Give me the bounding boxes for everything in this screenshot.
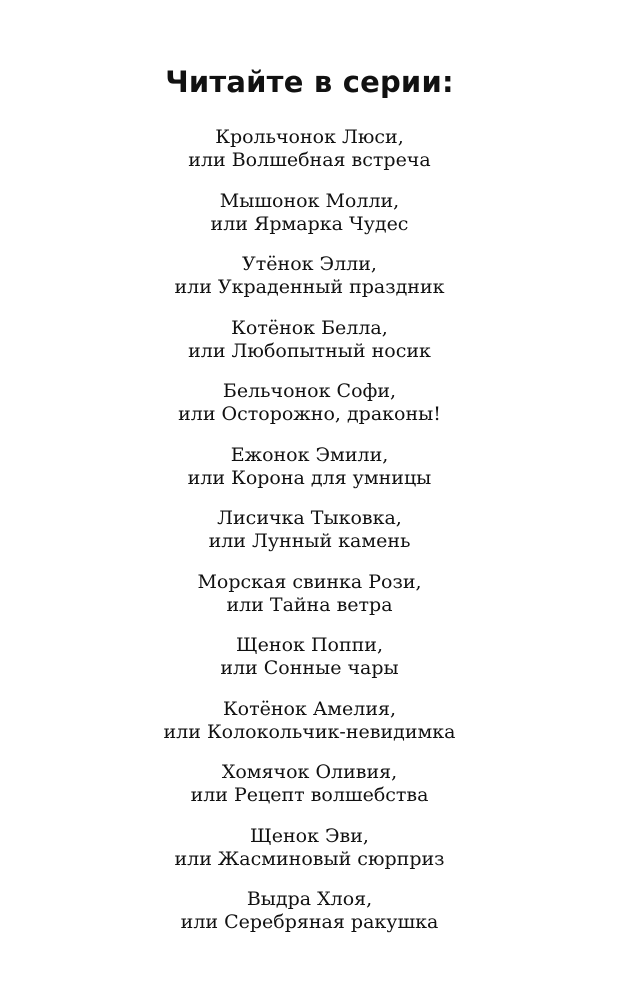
book-name: Котёнок Белла, xyxy=(231,316,388,339)
book-name: Морская свинка Рози, xyxy=(197,570,422,593)
book-item xyxy=(0,634,619,698)
book-subtitle: или Украденный праздник xyxy=(174,276,445,298)
book-name: Хомячок Оливия, xyxy=(221,761,398,783)
book-subtitle: или Лунный камень xyxy=(208,530,411,552)
book-subtitle: или Серебряная ракушка xyxy=(180,911,439,933)
book-name: Щенок Эви, xyxy=(250,824,369,847)
book-name: Выдра Хлоя, xyxy=(246,888,373,910)
book-item xyxy=(0,888,619,952)
book-item xyxy=(0,761,619,825)
book-item xyxy=(0,698,619,762)
page-title: Читайте в серии: xyxy=(165,65,454,99)
book-subtitle: или Волшебная встреча xyxy=(188,149,431,171)
book-subtitle: или Колокольчик-невидимка xyxy=(163,720,456,743)
book-subtitle: или Жасминовый сюрприз xyxy=(174,847,445,870)
book-subtitle: или Корона для умницы xyxy=(187,466,432,489)
book-item xyxy=(0,444,619,508)
book-name: Ежонок Эмили, xyxy=(230,443,389,466)
book-item xyxy=(0,507,619,571)
book-item xyxy=(0,190,619,254)
book-name: Щенок Поппи, xyxy=(236,634,383,656)
book-item xyxy=(0,317,619,381)
book-item xyxy=(0,571,619,635)
book-item xyxy=(0,126,619,190)
book-item xyxy=(0,253,619,317)
book-name: Лисичка Тыковка, xyxy=(217,507,402,529)
book-subtitle: или Сонные чары xyxy=(220,657,399,679)
book-item xyxy=(0,825,619,889)
book-subtitle: или Любопытный носик xyxy=(188,339,431,362)
book-name: Котёнок Амелия, xyxy=(222,697,397,720)
book-list xyxy=(0,126,619,952)
book-name: Бельчонок Софи, xyxy=(222,380,397,402)
book-name: Утёнок Элли, xyxy=(242,253,377,275)
book-subtitle: или Ярмарка Чудес xyxy=(210,212,409,235)
book-name: Крольчонок Люси, xyxy=(215,126,404,148)
book-subtitle: или Рецепт волшебства xyxy=(190,784,429,806)
book-subtitle: или Тайна ветра xyxy=(226,593,393,616)
book-item xyxy=(0,380,619,444)
book-subtitle: или Осторожно, драконы! xyxy=(178,403,441,425)
book-name: Мышонок Молли, xyxy=(219,189,400,212)
